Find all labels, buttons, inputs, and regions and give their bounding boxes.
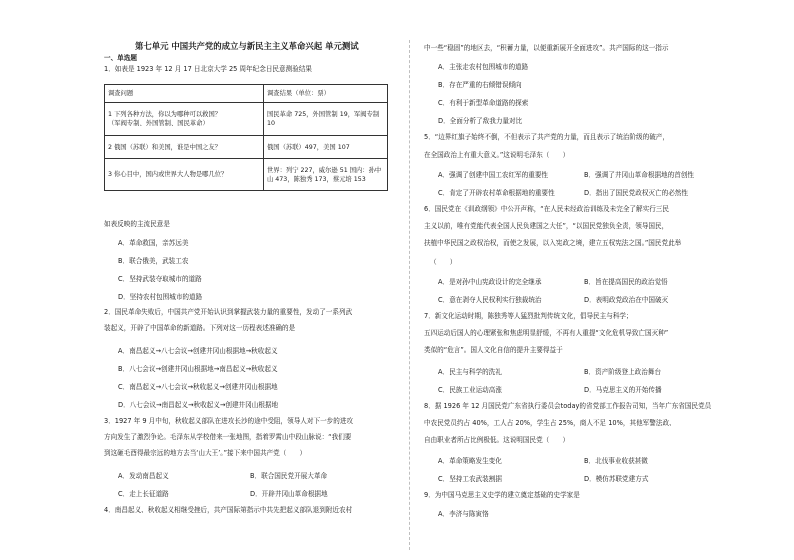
q9-stem: 9．为中国马克思主义史学的建立奠定基础的史学家是 bbox=[424, 491, 580, 499]
table-header-cell: 调查结果（单位：票） bbox=[264, 85, 388, 103]
q3-stem-line: 到这砸毛酉得最宗远的地方去当‘山大王’。”接下来中国共产党（ ） bbox=[104, 449, 307, 457]
table-row bbox=[105, 136, 388, 159]
q5-stem-line: 在全国政治上有重大意义。”这说明毛泽东（ ） bbox=[424, 151, 570, 159]
q3-option-a[interactable]: A．发动南昌起义 bbox=[118, 472, 169, 480]
q8-option-d[interactable]: D．模仿苏联党建方式 bbox=[584, 475, 649, 483]
survey-table bbox=[104, 84, 388, 191]
q2-option-b[interactable]: B．八七会议→创建井冈山根据地→南昌起义→秋收起义 bbox=[118, 365, 278, 373]
q7-option-c[interactable]: C．民族工业运动高涨 bbox=[438, 386, 502, 394]
q4-option-c[interactable]: C．有利于新型革命道路的探索 bbox=[438, 99, 529, 107]
q5-option-a[interactable]: A．强调了创建中国工农红军的重要性 bbox=[438, 171, 549, 179]
q1-stem: 1．如表是 1923 年 12 月 17 日北京大学 25 周年纪念日民意测验结果 bbox=[104, 65, 312, 73]
q5-stem-line: 5．“边界红旗子始终不倒，不但表示了共产党的力量，而且表示了统治阶级的破产， bbox=[424, 133, 669, 141]
q1-after: 如表反映的主流民意是 bbox=[104, 220, 170, 228]
q7-option-b[interactable]: B．资产阶级登上政治舞台 bbox=[584, 368, 662, 376]
table-cell bbox=[105, 103, 264, 136]
q4-stem-start: 4．南昌起义、秋收起义相继受挫后，共产国际第指示中共先把起义部队退到附近农村 bbox=[104, 506, 353, 514]
q6-stem-line: 主义以前，唯有党能代表全国人民负建国之大任”，“以国民党独负全责，领导国民， bbox=[424, 222, 669, 230]
table-cell: 俄国（苏联）497，美国 107 bbox=[264, 136, 388, 159]
table-header-row bbox=[105, 85, 388, 103]
q3-stem-line: 3．1927 年 9 月中旬，秋收起义部队在进攻长沙的途中受阻，领导人对下一步的进攻 bbox=[104, 417, 354, 425]
q4-option-b[interactable]: B．存在严重的右倾错误倾向 bbox=[438, 81, 522, 89]
q1-option-b[interactable]: B．联合俄美，武装工农 bbox=[118, 257, 189, 265]
q6-stem-line: （ ） bbox=[430, 258, 457, 266]
q6-stem-line: 6．国民党在《训政纲领》中公开声称，“在人民未经政治训练及未完全了解实行三民 bbox=[424, 205, 669, 213]
q1-option-d[interactable]: D．坚持农村包围城市的道路 bbox=[118, 293, 203, 301]
q6-stem-line: 扶植中华民国之政权治权，而使之发展，以入宪政之境，建立五权宪法之国。”国民党此举 bbox=[424, 239, 682, 247]
table-cell: 国民革命 725，外国管制 19，军阀专制 10 bbox=[264, 103, 388, 136]
table-row bbox=[105, 103, 388, 136]
section-heading: 一、单选题 bbox=[104, 54, 137, 62]
q6-option-c[interactable]: C．意在剥夺人民权利实行独裁统治 bbox=[438, 296, 542, 304]
q5-option-c[interactable]: C．肯定了开辟农村革命根据地的重要性 bbox=[438, 189, 555, 197]
q8-stem-line: 自由职业者所占比例极低。这说明国民党（ ） bbox=[424, 436, 570, 444]
q8-option-b[interactable]: B．北伐事业收获甚微 bbox=[584, 457, 648, 465]
q4-option-d[interactable]: D．全面分析了敌我力量对比 bbox=[438, 117, 523, 125]
q1-option-c[interactable]: C．坚持武装夺取城市的道路 bbox=[118, 275, 202, 283]
q8-option-a[interactable]: A．革命策略发生变化 bbox=[438, 457, 502, 465]
column-divider bbox=[409, 40, 410, 550]
q4-stem-cont: 中一些“稳固”的地区去，“积蓄力量，以便重新展开全面进攻”。共产国际的这一指示 bbox=[424, 44, 669, 52]
table-row bbox=[105, 159, 388, 191]
table-cell: 3 你心目中，国内或世界大人物是哪几位？ bbox=[105, 159, 264, 191]
cell-line: 1 下列各种方法，你以为哪种可以救国？ bbox=[108, 111, 222, 118]
q7-stem-line: 7．新文化运动时期，陈独秀等人猛烈批判传统文化，倡导民主与科学； bbox=[424, 312, 633, 320]
q2-option-a[interactable]: A．南昌起义→八七会议→创建井冈山根据地→秋收起义 bbox=[118, 347, 278, 355]
q3-stem-line: 方向发生了激烈争论。毛泽东从学校借来一张地图，指着罗霄山中段山脉说：“我们要 bbox=[104, 433, 352, 441]
q9-option-a[interactable]: A．李济与陈寅恪 bbox=[438, 510, 489, 518]
cell-line: 山 473，陈独秀 173，蔡元培 153 bbox=[267, 175, 366, 183]
q8-stem-line: 中农民党员约占 40%，工人占 20%，学生占 25%，商人不足 10%，其他军警法政、 bbox=[424, 419, 676, 427]
q7-option-d[interactable]: D．马克思主义的开始传播 bbox=[584, 386, 662, 394]
q7-stem-line: 五四运动后国人的心理紧张和焦虑明显舒缓，不再有人重提“文化危机导致亡国灭种” bbox=[424, 329, 669, 337]
q5-option-b[interactable]: B．强调了井冈山革命根据地的首创性 bbox=[584, 171, 695, 179]
q7-stem-line: 类似的“危言”。国人文化自信的提升主要得益于 bbox=[424, 346, 563, 354]
q8-option-c[interactable]: C．坚持工农武装割据 bbox=[438, 475, 502, 483]
page-title: 第七单元 中国共产党的成立与新民主主义革命兴起 单元测试 bbox=[135, 41, 359, 51]
table-cell bbox=[264, 159, 388, 191]
q8-stem-line: 8．据 1926 年 12 月国民党广东省执行委员会today的省党部工作报告司知，当年广东省国民党员 bbox=[424, 402, 712, 410]
table-header-cell: 调查问题 bbox=[105, 85, 264, 103]
q3-option-b[interactable]: B．联合国民党开展大革命 bbox=[250, 472, 328, 480]
table-cell: 2 俄国（苏联）和美国，谁是中国之友？ bbox=[105, 136, 264, 159]
cell-line: 世界：列宁 227，威尔逊 51 国内：孙中 bbox=[267, 166, 382, 174]
q2-option-c[interactable]: C．南昌起义→八七会议→秋收起义→创建井冈山根据地 bbox=[118, 383, 278, 391]
cell-line: （军阀专制、外国管制、国民革命） bbox=[108, 120, 209, 127]
q2-stem-line: 装起义，开辟了中国革命的新道路。下列对这一历程表述准确的是 bbox=[104, 324, 296, 332]
q3-option-c[interactable]: C．走上长征道路 bbox=[118, 490, 169, 498]
q2-option-d[interactable]: D．八七会议→南昌起义→秋收起义→创建井冈山根据地 bbox=[118, 401, 279, 409]
q1-option-a[interactable]: A．革命救国，亲苏远美 bbox=[118, 239, 189, 247]
q2-stem-line: 2．国民革命失败后，中国共产党开始认识到掌握武装力量的重要性，发动了一系列武 bbox=[104, 308, 353, 316]
q6-option-a[interactable]: A．是对孙中山宪政设计的完全继承 bbox=[438, 278, 542, 286]
q3-option-d[interactable]: D．开辟井冈山革命根据地 bbox=[250, 490, 328, 498]
q4-option-a[interactable]: A．主张走农村包围城市的道路 bbox=[438, 63, 529, 71]
q6-option-b[interactable]: B．旨在提高国民的政治觉悟 bbox=[584, 278, 668, 286]
q5-option-d[interactable]: D．指出了国民党政权灭亡的必然性 bbox=[584, 189, 688, 197]
q7-option-a[interactable]: A．民主与科学的洗礼 bbox=[438, 368, 502, 376]
q6-option-d[interactable]: D．表明政党政治在中国破灭 bbox=[584, 296, 669, 304]
